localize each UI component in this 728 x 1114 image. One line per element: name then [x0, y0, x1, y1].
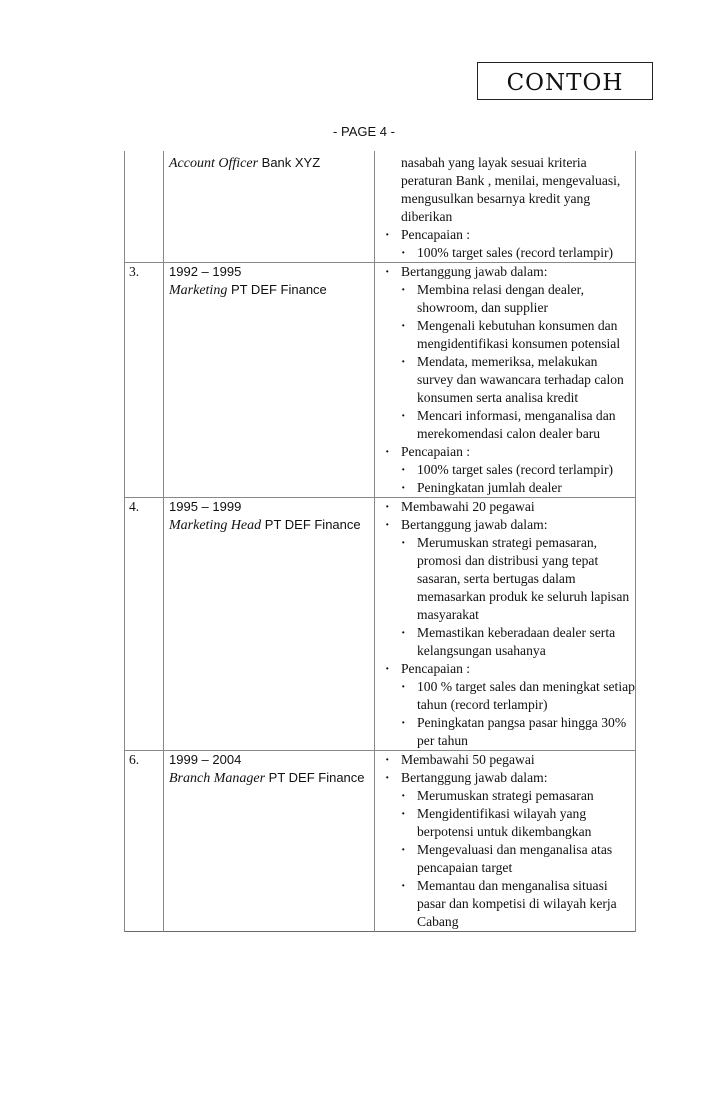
- period-position-cell: [164, 151, 375, 263]
- list-item: · 100% target sales (record terlampir): [381, 244, 635, 262]
- position-title: Branch Manager: [169, 771, 266, 786]
- work-history-table: [124, 151, 636, 932]
- position-title: Marketing Head: [169, 518, 262, 533]
- list-item: · Mengenali kebutuhan konsumen dan mengidentifikasi konsumen potensial: [381, 317, 635, 353]
- list-item: · Pencapaian :: [381, 660, 635, 678]
- duties-list: [381, 751, 635, 931]
- duties-list: [381, 263, 635, 497]
- row-number: 4.: [125, 498, 164, 751]
- table-row: [125, 751, 636, 932]
- position: [169, 281, 374, 300]
- list-item: · Peningkatan pangsa pasar hingga 30% per tahun: [381, 714, 635, 750]
- duties-list: [381, 154, 635, 262]
- duties-cell: [375, 263, 636, 498]
- row-number: 6.: [125, 751, 164, 932]
- period-position-cell: [164, 498, 375, 751]
- period-position-cell: [164, 263, 375, 498]
- period-position-cell: [164, 751, 375, 932]
- duties-cell: [375, 151, 636, 263]
- list-item: · Membawahi 50 pegawai: [381, 751, 635, 769]
- list-item: · Bertanggung jawab dalam:: [381, 516, 635, 534]
- position-title: Account Officer: [169, 156, 259, 171]
- table-row: [125, 263, 636, 498]
- period: 1992 – 1995: [169, 264, 242, 279]
- period: 1995 – 1999: [169, 499, 242, 514]
- list-item: · Pencapaian :: [381, 443, 635, 461]
- period: 1999 – 2004: [169, 752, 242, 767]
- position-company: PT DEF Finance: [261, 517, 361, 532]
- position: [169, 154, 374, 173]
- list-item: · Bertanggung jawab dalam:: [381, 769, 635, 787]
- list-item: · Membawahi 20 pegawai: [381, 498, 635, 516]
- page-number: - PAGE 4 -: [333, 124, 395, 139]
- position-company: PT DEF Finance: [265, 770, 365, 785]
- list-item: · Merumuskan strategi pemasaran: [381, 787, 635, 805]
- list-item: · Mencari informasi, menganalisa dan merekomendasi calon dealer baru: [381, 407, 635, 443]
- position: [169, 769, 374, 788]
- list-item: · Bertanggung jawab dalam:: [381, 263, 635, 281]
- stamp-text: CONTOH: [506, 70, 624, 96]
- position: [169, 516, 374, 535]
- list-item: · Memantau dan menganalisa situasi pasar dan kompetisi di wilayah kerja Cabang: [381, 877, 635, 931]
- duties-cell: [375, 751, 636, 932]
- list-item: · Mengidentifikasi wilayah yang berpotensi untuk dikembangkan: [381, 805, 635, 841]
- list-item: · Merumuskan strategi pemasaran, promosi dan distribusi yang tepat sasaran, serta bertugas dalam memasarkan produk ke seluruh lapisan masyarakat: [381, 534, 635, 624]
- list-item: · Mengevaluasi dan menganalisa atas pencapaian target: [381, 841, 635, 877]
- list-item: · 100 % target sales dan meningkat setiap tahun (record terlampir): [381, 678, 635, 714]
- table-row: [125, 498, 636, 751]
- table-row: [125, 151, 636, 263]
- row-number: [125, 151, 164, 263]
- list-item: · Mendata, memeriksa, melakukan survey dan wawancara terhadap calon konsumen serta analisa kredit: [381, 353, 635, 407]
- duties-list: [381, 498, 635, 750]
- list-item: · 100% target sales (record terlampir): [381, 461, 635, 479]
- contoh-stamp: [477, 62, 653, 100]
- position-title: Marketing: [169, 283, 228, 298]
- duties-cell: [375, 498, 636, 751]
- position-company: Bank XYZ: [258, 155, 321, 170]
- position-company: PT DEF Finance: [227, 282, 327, 297]
- row-number: 3.: [125, 263, 164, 498]
- list-item: · Membina relasi dengan dealer, showroom, dan supplier: [381, 281, 635, 317]
- list-item: · Memastikan keberadaan dealer serta kelangsungan usahanya: [381, 624, 635, 660]
- list-item: nasabah yang layak sesuai kriteria peraturan Bank , menilai, mengevaluasi, mengusulkan besarnya kredit yang diberikan: [401, 155, 621, 224]
- list-item: · Peningkatan jumlah dealer: [381, 479, 635, 497]
- list-item: · Pencapaian :: [381, 226, 635, 244]
